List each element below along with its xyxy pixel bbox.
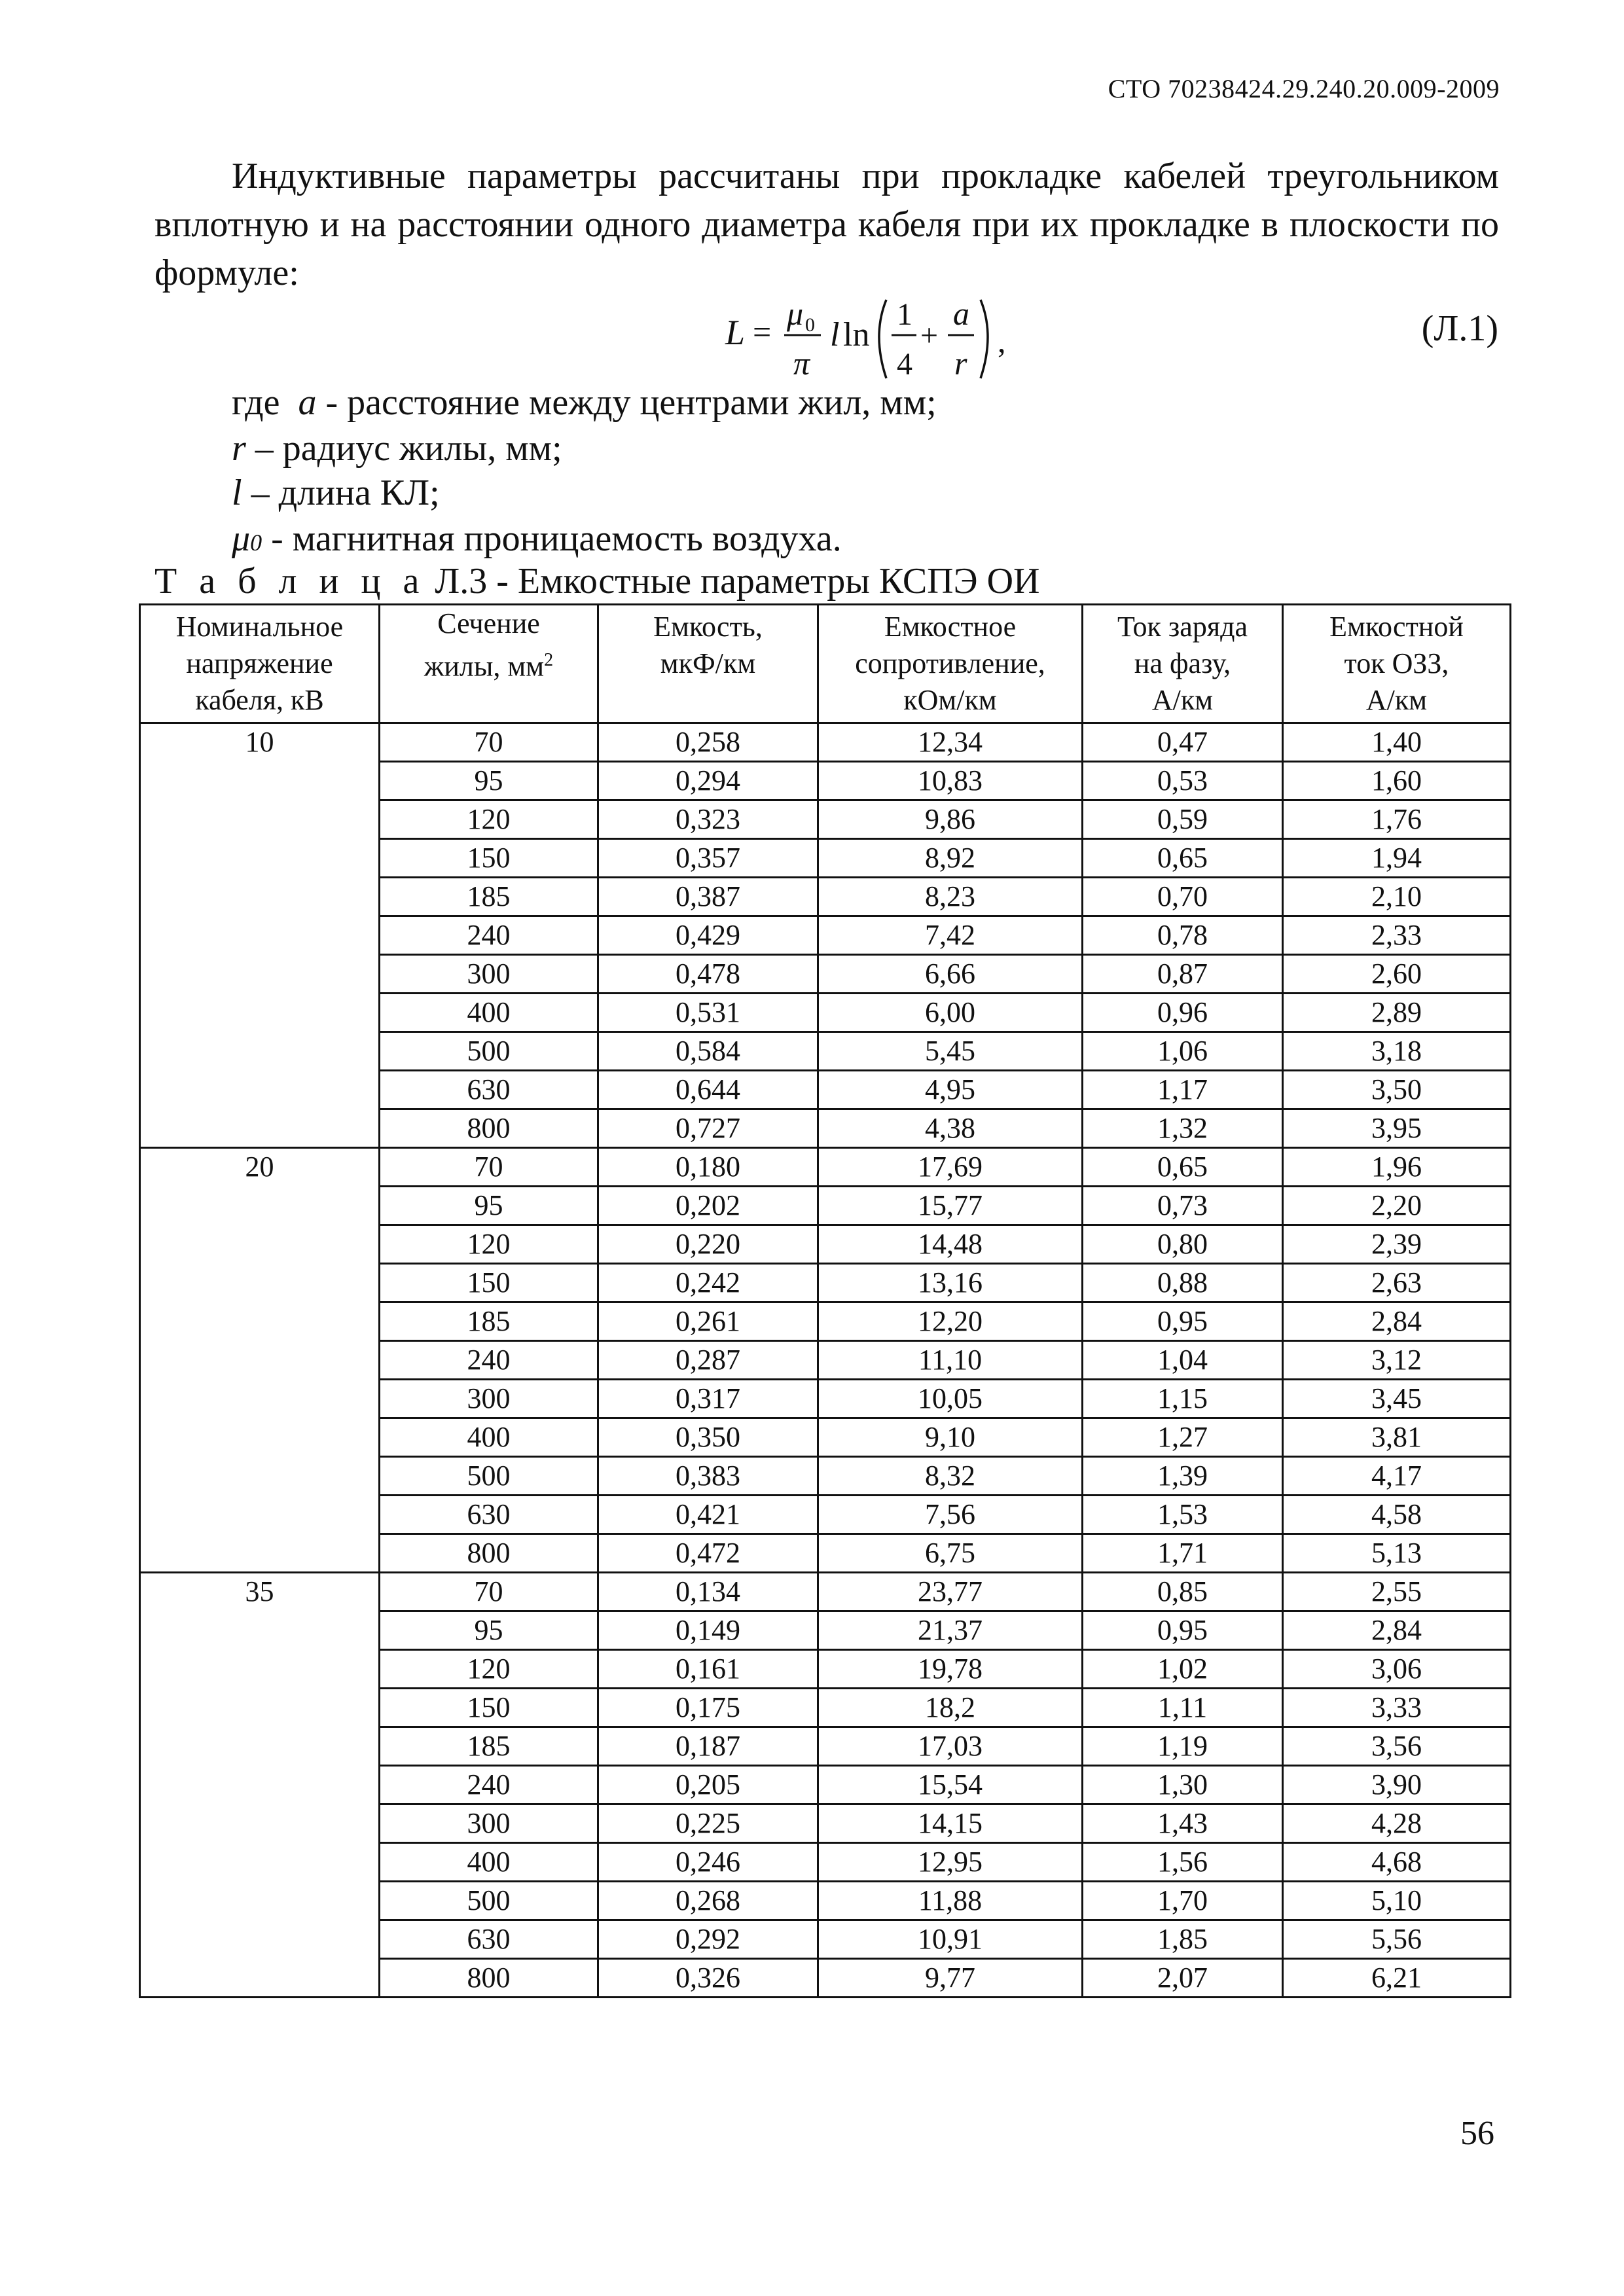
cell-capacity: 0,180 [598, 1147, 818, 1186]
cell-ozz-current: 6,21 [1283, 1958, 1511, 1997]
header-section-spacer [380, 685, 597, 722]
cell-capacity: 0,727 [598, 1109, 818, 1147]
cell-ozz-current: 2,84 [1283, 1302, 1511, 1340]
cell-capacity: 0,326 [598, 1958, 818, 1997]
cell-capacity: 0,261 [598, 1302, 818, 1340]
formula-paren-left [879, 300, 886, 378]
cell-resistance: 9,10 [818, 1418, 1083, 1456]
cell-resistance: 11,88 [818, 1881, 1083, 1920]
cell-resistance: 17,03 [818, 1727, 1083, 1765]
cell-resistance: 17,69 [818, 1147, 1083, 1186]
header-section-unit: жилы, мм [424, 650, 545, 683]
cell-capacity: 0,242 [598, 1263, 818, 1302]
cell-section: 800 [380, 1958, 598, 1997]
formula-l: l [830, 316, 840, 353]
cell-resistance: 8,92 [818, 838, 1083, 877]
formula-paren-right [981, 300, 988, 378]
formula-four: 4 [897, 347, 912, 382]
cell-resistance: 14,48 [818, 1225, 1083, 1263]
cell-ozz-current: 3,95 [1283, 1109, 1511, 1147]
cell-capacity: 0,225 [598, 1804, 818, 1842]
legend-line-a [232, 380, 937, 425]
cell-ozz-current: 2,60 [1283, 954, 1511, 993]
cell-capacity: 0,350 [598, 1418, 818, 1456]
cell-resistance: 15,54 [818, 1765, 1083, 1804]
cell-section: 300 [380, 1379, 598, 1418]
cell-resistance: 10,05 [818, 1379, 1083, 1418]
cell-resistance: 21,37 [818, 1611, 1083, 1649]
header-resistance-line: кОм/км [903, 683, 997, 716]
header-capacity-line: мкФ/км [660, 647, 756, 679]
cell-ozz-current: 2,55 [1283, 1572, 1511, 1611]
header-resistance-line: сопротивление, [855, 647, 1045, 679]
cell-section: 70 [380, 723, 598, 761]
cell-ozz-current: 4,28 [1283, 1804, 1511, 1842]
cell-resistance: 15,77 [818, 1186, 1083, 1225]
cell-capacity: 0,149 [598, 1611, 818, 1649]
cell-resistance: 4,95 [818, 1070, 1083, 1109]
legend-where: где [232, 382, 280, 423]
table-row [140, 723, 1511, 761]
header-resistance-line: Емкостное [884, 610, 1017, 643]
cell-capacity: 0,357 [598, 838, 818, 877]
cell-section: 400 [380, 993, 598, 1031]
cell-charge-current: 0,88 [1083, 1263, 1283, 1302]
formula-equals: = [753, 314, 772, 350]
cell-section: 70 [380, 1147, 598, 1186]
formula-number: (Л.1) [1421, 308, 1498, 349]
header-charge-line: на фазу, [1134, 647, 1231, 679]
cell-charge-current: 1,53 [1083, 1495, 1283, 1534]
cell-section: 95 [380, 761, 598, 800]
cell-charge-current: 1,56 [1083, 1842, 1283, 1881]
cell-ozz-current: 2,20 [1283, 1186, 1511, 1225]
table-header [140, 605, 1511, 723]
cell-section: 500 [380, 1881, 598, 1920]
cell-resistance: 6,75 [818, 1534, 1083, 1572]
cell-charge-current: 0,95 [1083, 1302, 1283, 1340]
cell-capacity: 0,421 [598, 1495, 818, 1534]
cell-ozz-current: 3,81 [1283, 1418, 1511, 1456]
cell-ozz-current: 2,63 [1283, 1263, 1511, 1302]
cell-charge-current: 0,95 [1083, 1611, 1283, 1649]
cell-capacity: 0,246 [598, 1842, 818, 1881]
header-capacity-line: Емкость, [653, 610, 763, 643]
cell-section: 120 [380, 800, 598, 838]
legend-l-text: – длина КЛ; [242, 473, 440, 513]
header-voltage-line: кабеля, кВ [195, 683, 324, 716]
header-capacity-spacer [599, 682, 817, 719]
header-voltage-line: напряжение [186, 647, 333, 679]
cell-charge-current: 0,73 [1083, 1186, 1283, 1225]
cell-resistance: 5,45 [818, 1031, 1083, 1070]
cell-charge-current: 1,15 [1083, 1379, 1283, 1418]
table-row [140, 1147, 1511, 1186]
cell-resistance: 10,83 [818, 761, 1083, 800]
cell-section: 150 [380, 1688, 598, 1727]
cell-resistance: 12,34 [818, 723, 1083, 761]
cell-ozz-current: 3,45 [1283, 1379, 1511, 1418]
header-charge-line: Ток заряда [1117, 610, 1248, 643]
cell-section: 500 [380, 1031, 598, 1070]
cell-charge-current: 0,78 [1083, 916, 1283, 954]
legend-r-text: – радиус жилы, мм; [245, 428, 562, 469]
formula-ln: ln [843, 316, 870, 353]
cell-section: 95 [380, 1611, 598, 1649]
cell-section: 630 [380, 1920, 598, 1958]
cell-voltage: 10 [140, 723, 380, 1147]
cell-ozz-current: 3,06 [1283, 1649, 1511, 1688]
cell-capacity: 0,258 [598, 723, 818, 761]
cell-voltage: 20 [140, 1147, 380, 1572]
formula-one: 1 [897, 297, 912, 332]
cell-charge-current: 1,02 [1083, 1649, 1283, 1688]
formula-r: r [954, 345, 967, 382]
cell-ozz-current: 4,58 [1283, 1495, 1511, 1534]
cell-resistance: 10,91 [818, 1920, 1083, 1958]
cell-capacity: 0,205 [598, 1765, 818, 1804]
table-caption-text: Л.3 - Емкостные параметры КСПЭ ОИ [425, 561, 1040, 601]
legend-a-symbol: a [298, 382, 317, 423]
cell-capacity: 0,323 [598, 800, 818, 838]
cell-capacity: 0,294 [598, 761, 818, 800]
legend-r-symbol: r [232, 428, 246, 469]
cell-ozz-current: 2,10 [1283, 877, 1511, 916]
cell-resistance: 13,16 [818, 1263, 1083, 1302]
intro-paragraph: Индуктивные параметры рассчитаны при прокладке кабелей треугольником вплотную и на расстоянии одного диаметра кабеля при их прокладке в плоскости по формуле: [154, 156, 1499, 293]
cell-charge-current: 0,70 [1083, 877, 1283, 916]
cell-ozz-current: 1,94 [1283, 838, 1511, 877]
cell-section: 240 [380, 1340, 598, 1379]
cell-charge-current: 0,59 [1083, 800, 1283, 838]
cell-resistance: 7,42 [818, 916, 1083, 954]
cell-charge-current: 1,43 [1083, 1804, 1283, 1842]
capacitance-table [139, 603, 1511, 1998]
cell-capacity: 0,187 [598, 1727, 818, 1765]
cell-ozz-current: 2,33 [1283, 916, 1511, 954]
cell-resistance: 23,77 [818, 1572, 1083, 1611]
cell-section: 185 [380, 1727, 598, 1765]
cell-charge-current: 1,27 [1083, 1418, 1283, 1456]
cell-resistance: 6,66 [818, 954, 1083, 993]
cell-charge-current: 0,80 [1083, 1225, 1283, 1263]
cell-capacity: 0,472 [598, 1534, 818, 1572]
legend-mu-text: - магнитная проницаемость воздуха. [262, 518, 842, 559]
cell-ozz-current: 1,40 [1283, 723, 1511, 761]
table-row [140, 1572, 1511, 1611]
legend-a-text: - расстояние между центрами жил, мм; [316, 382, 937, 423]
formula-a: a [953, 295, 969, 332]
cell-ozz-current: 4,17 [1283, 1456, 1511, 1495]
cell-ozz-current: 1,96 [1283, 1147, 1511, 1186]
table-header-row [140, 605, 1511, 723]
formula-l1 [724, 283, 1012, 387]
header-ozz-line: Емкостной [1329, 610, 1464, 643]
cell-ozz-current: 3,12 [1283, 1340, 1511, 1379]
cell-charge-current: 1,06 [1083, 1031, 1283, 1070]
cell-resistance: 14,15 [818, 1804, 1083, 1842]
cell-ozz-current: 2,39 [1283, 1225, 1511, 1263]
cell-charge-current: 0,87 [1083, 954, 1283, 993]
cell-section: 185 [380, 1302, 598, 1340]
cell-resistance: 8,32 [818, 1456, 1083, 1495]
legend-line-r [232, 425, 562, 471]
cell-ozz-current: 3,33 [1283, 1688, 1511, 1727]
header-charge-line: А/км [1151, 683, 1214, 716]
header-section [380, 605, 598, 723]
formula-comma: , [998, 323, 1006, 359]
table-caption-prefix: Т а б л и ц а [154, 561, 426, 601]
cell-charge-current: 1,32 [1083, 1109, 1283, 1147]
legend-mu-subscript: 0 [250, 529, 262, 556]
cell-capacity: 0,383 [598, 1456, 818, 1495]
cell-section: 185 [380, 877, 598, 916]
cell-ozz-current: 3,56 [1283, 1727, 1511, 1765]
cell-resistance: 8,23 [818, 877, 1083, 916]
cell-capacity: 0,287 [598, 1340, 818, 1379]
header-voltage [140, 605, 380, 723]
cell-charge-current: 0,65 [1083, 838, 1283, 877]
cell-capacity: 0,387 [598, 877, 818, 916]
cell-capacity: 0,531 [598, 993, 818, 1031]
legend-line-l [232, 470, 440, 516]
header-resistance [818, 605, 1083, 723]
header-ozz-line: ток ОЗЗ, [1344, 647, 1449, 679]
cell-charge-current: 1,70 [1083, 1881, 1283, 1920]
cell-charge-current: 1,17 [1083, 1070, 1283, 1109]
cell-ozz-current: 5,56 [1283, 1920, 1511, 1958]
cell-capacity: 0,268 [598, 1881, 818, 1920]
cell-charge-current: 1,71 [1083, 1534, 1283, 1572]
cell-charge-current: 1,30 [1083, 1765, 1283, 1804]
cell-section: 300 [380, 954, 598, 993]
table-caption [154, 560, 1039, 602]
cell-capacity: 0,478 [598, 954, 818, 993]
cell-section: 400 [380, 1842, 598, 1881]
cell-ozz-current: 3,18 [1283, 1031, 1511, 1070]
cell-section: 150 [380, 838, 598, 877]
cell-capacity: 0,202 [598, 1186, 818, 1225]
legend-l-symbol: l [232, 473, 242, 513]
cell-ozz-current: 2,89 [1283, 993, 1511, 1031]
cell-charge-current: 0,53 [1083, 761, 1283, 800]
cell-resistance: 9,86 [818, 800, 1083, 838]
cell-ozz-current: 1,60 [1283, 761, 1511, 800]
cell-resistance: 4,38 [818, 1109, 1083, 1147]
cell-capacity: 0,161 [598, 1649, 818, 1688]
formula-pi: π [793, 345, 810, 382]
cell-section: 240 [380, 916, 598, 954]
header-capacity [598, 605, 818, 723]
cell-resistance: 19,78 [818, 1649, 1083, 1688]
cell-resistance: 6,00 [818, 993, 1083, 1031]
cell-resistance: 18,2 [818, 1688, 1083, 1727]
formula-mu: μ [787, 295, 804, 332]
formula-plus: + [920, 318, 939, 353]
cell-ozz-current: 5,10 [1283, 1881, 1511, 1920]
page-number: 56 [1460, 2115, 1494, 2152]
cell-resistance: 11,10 [818, 1340, 1083, 1379]
document-code: СТО 70238424.29.240.20.009-2009 [1108, 74, 1500, 103]
cell-section: 95 [380, 1186, 598, 1225]
cell-resistance: 12,20 [818, 1302, 1083, 1340]
header-ozz-line: А/км [1365, 683, 1428, 716]
header-charge-current [1083, 605, 1283, 723]
cell-section: 300 [380, 1804, 598, 1842]
formula-mu-sub: 0 [805, 314, 815, 336]
cell-section: 630 [380, 1070, 598, 1109]
cell-capacity: 0,134 [598, 1572, 818, 1611]
cell-charge-current: 2,07 [1083, 1958, 1283, 1997]
cell-section: 800 [380, 1109, 598, 1147]
cell-section: 70 [380, 1572, 598, 1611]
cell-ozz-current: 4,68 [1283, 1842, 1511, 1881]
cell-section: 240 [380, 1765, 598, 1804]
header-section-line: Сечение [437, 607, 540, 639]
cell-capacity: 0,292 [598, 1920, 818, 1958]
table-body [140, 723, 1511, 1997]
cell-section: 150 [380, 1263, 598, 1302]
cell-charge-current: 1,11 [1083, 1688, 1283, 1727]
cell-ozz-current: 1,76 [1283, 800, 1511, 838]
cell-charge-current: 1,85 [1083, 1920, 1283, 1958]
cell-capacity: 0,584 [598, 1031, 818, 1070]
cell-section: 500 [380, 1456, 598, 1495]
cell-ozz-current: 2,84 [1283, 1611, 1511, 1649]
cell-capacity: 0,317 [598, 1379, 818, 1418]
legend-mu-symbol: μ [232, 518, 251, 559]
cell-ozz-current: 3,90 [1283, 1765, 1511, 1804]
header-voltage-line: Номинальное [175, 610, 344, 643]
cell-resistance: 12,95 [818, 1842, 1083, 1881]
cell-resistance: 9,77 [818, 1958, 1083, 1997]
legend-line-mu [232, 516, 842, 565]
cell-capacity: 0,644 [598, 1070, 818, 1109]
cell-section: 800 [380, 1534, 598, 1572]
cell-section: 120 [380, 1225, 598, 1263]
cell-ozz-current: 5,13 [1283, 1534, 1511, 1572]
cell-section: 630 [380, 1495, 598, 1534]
cell-charge-current: 0,47 [1083, 723, 1283, 761]
cell-charge-current: 1,04 [1083, 1340, 1283, 1379]
cell-charge-current: 0,96 [1083, 993, 1283, 1031]
cell-capacity: 0,429 [598, 916, 818, 954]
cell-charge-current: 0,65 [1083, 1147, 1283, 1186]
cell-voltage: 35 [140, 1572, 380, 1997]
header-ozz-current [1283, 605, 1511, 723]
cell-capacity: 0,175 [598, 1688, 818, 1727]
header-section-line [380, 642, 597, 685]
cell-capacity: 0,220 [598, 1225, 818, 1263]
cell-resistance: 7,56 [818, 1495, 1083, 1534]
cell-section: 120 [380, 1649, 598, 1688]
cell-charge-current: 0,85 [1083, 1572, 1283, 1611]
cell-ozz-current: 3,50 [1283, 1070, 1511, 1109]
header-section-superscript: 2 [544, 650, 554, 670]
cell-section: 400 [380, 1418, 598, 1456]
cell-charge-current: 1,19 [1083, 1727, 1283, 1765]
cell-charge-current: 1,39 [1083, 1456, 1283, 1495]
formula-lhs: L [725, 313, 746, 352]
